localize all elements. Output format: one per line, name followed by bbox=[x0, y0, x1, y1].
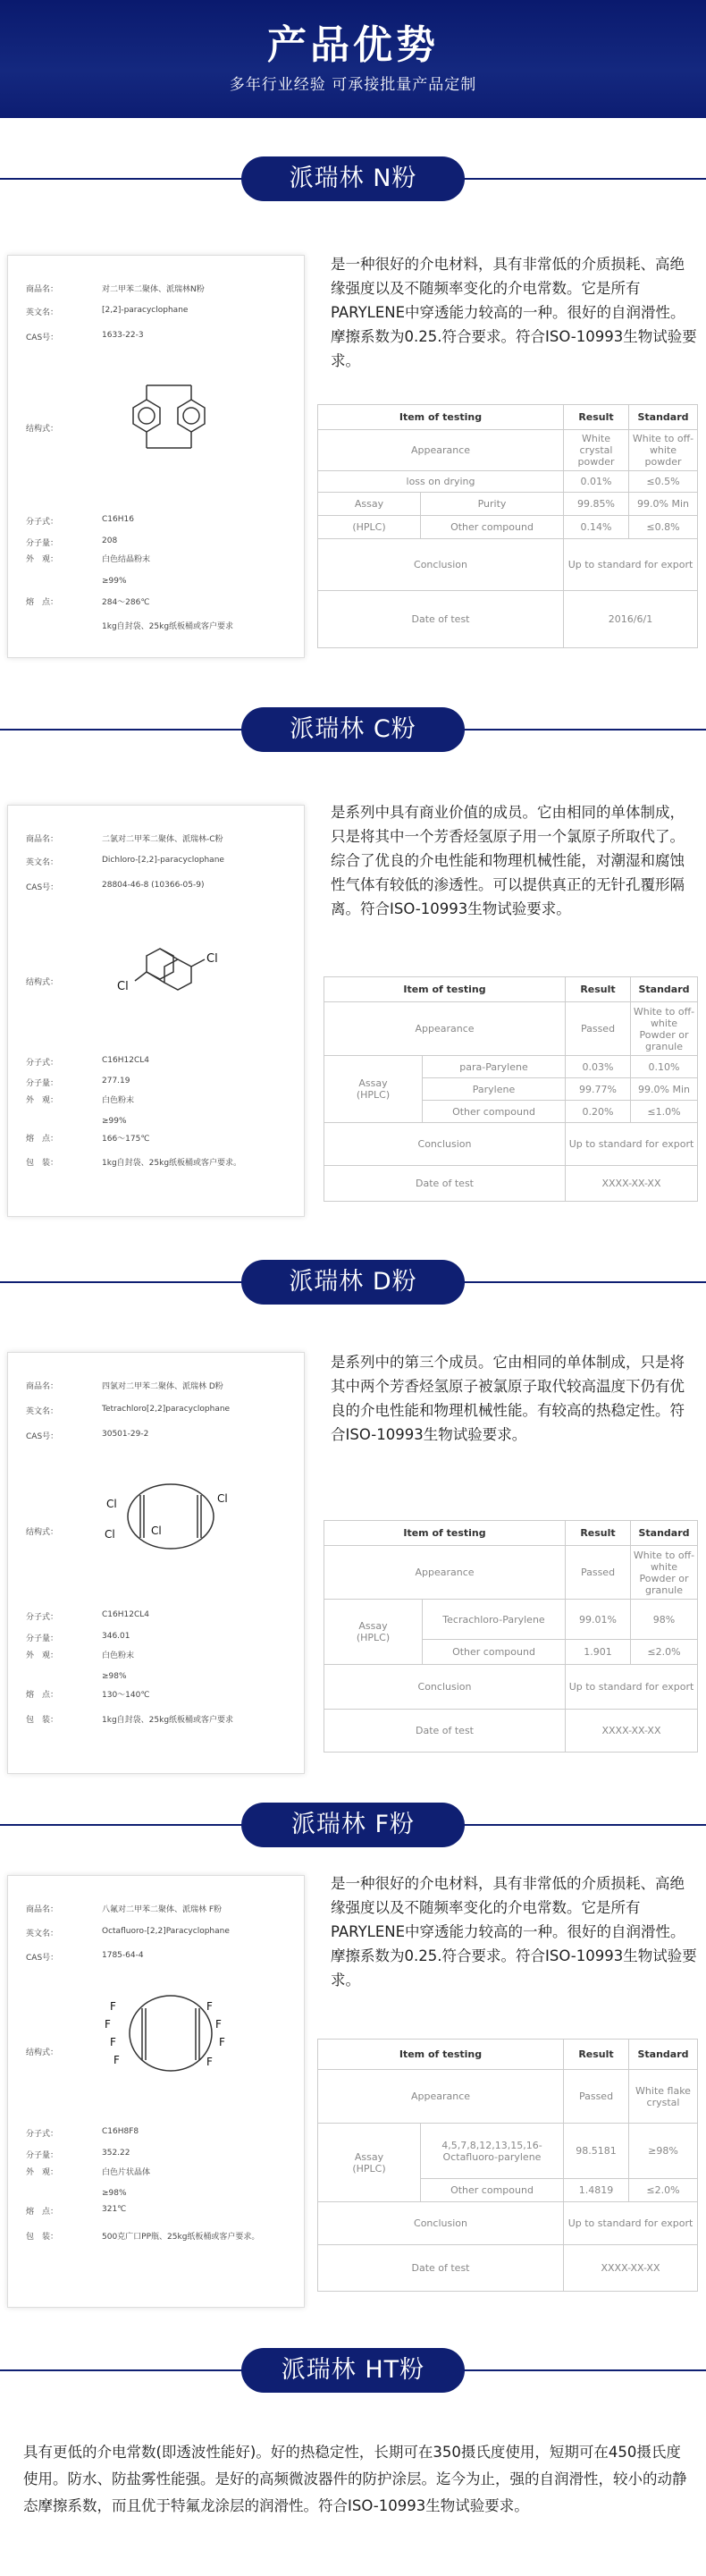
formula-label: 分子式： bbox=[26, 2130, 59, 2139]
mw-label: 分子量： bbox=[26, 539, 59, 548]
appearance-label: 外 观： bbox=[26, 555, 59, 564]
assay-row-result: 0.03% bbox=[566, 1056, 631, 1078]
conclusion-label: Conclusion bbox=[324, 1665, 566, 1710]
section-title-c: 派瑞林 C粉 bbox=[241, 707, 465, 752]
svg-text:F: F bbox=[110, 2036, 116, 2048]
cas-value: 1785-64-4 bbox=[102, 1951, 144, 1960]
description-f: 是一种很好的介电材料，具有非常低的介质损耗、高绝缘强度以及不随频率变化的介电常数。它是所有PARYLENE中穿透能力较高的一种。很好的自润滑性。摩擦系数为0.25.符合要求。符合ISO-10993生物试验要求。 bbox=[331, 1875, 697, 1989]
mw-value: 208 bbox=[102, 536, 118, 545]
appearance-label: 外 观： bbox=[26, 1651, 59, 1660]
conclusion-label: Conclusion bbox=[318, 539, 564, 591]
en-value: [2,2]-paracyclophane bbox=[102, 306, 189, 315]
assay-row-result: 1.901 bbox=[566, 1640, 631, 1665]
product-card-f bbox=[7, 1875, 305, 2308]
assay-row-label: Other compound bbox=[421, 2179, 564, 2202]
mp-label: 熔 点： bbox=[26, 1691, 59, 1700]
mw-value: 352.22 bbox=[102, 2149, 130, 2158]
date-result: XXXX-XX-XX bbox=[566, 1710, 698, 1753]
assay-row-label: Other compound bbox=[423, 1640, 566, 1665]
col-item: Item of testing bbox=[324, 977, 566, 1002]
svg-text:Cl: Cl bbox=[217, 1492, 228, 1505]
assay-row-standard: ≤2.0% bbox=[629, 2179, 698, 2202]
structure-label: 结构式： bbox=[26, 1528, 59, 1537]
col-item: Item of testing bbox=[318, 405, 564, 430]
col-standard: Standard bbox=[629, 2040, 698, 2070]
date-label: Date of test bbox=[318, 591, 564, 648]
col-result: Result bbox=[564, 2040, 629, 2070]
appearance-label: Appearance bbox=[318, 430, 564, 471]
en-value: Tetrachloro[2,2]paracyclophane bbox=[102, 1405, 231, 1414]
cas-label: CAS号： bbox=[26, 883, 59, 892]
en-label: 英文名： bbox=[26, 1930, 59, 1938]
description-d: 是系列中的第三个成员。它由相同的单体制成，只是将其中两个芳香烃氢原子被氯原子取代较高温度下仍有优良的介电性能和物理机械性能。有较高的热稳定性。符合ISO-10993生物试验要求。 bbox=[331, 1354, 685, 1443]
assay-row-label: Other compound bbox=[423, 1101, 566, 1123]
assay-row-standard: 99.0% Min bbox=[629, 493, 698, 516]
mp-value: 130～140℃ bbox=[102, 1691, 150, 1700]
assay-row-standard: ≤1.0% bbox=[631, 1101, 698, 1123]
name-label: 商品名： bbox=[26, 1905, 59, 1914]
appearance-standard: White to off-white Powder or granule bbox=[631, 1546, 698, 1600]
formula-value: C16H12CL4 bbox=[102, 1610, 149, 1619]
assay-label bbox=[324, 1056, 423, 1123]
col-result: Result bbox=[566, 1521, 631, 1546]
appearance-label: Appearance bbox=[324, 1002, 566, 1056]
appearance-label: 外 观： bbox=[26, 2168, 59, 2177]
formula-label: 分子式： bbox=[26, 518, 59, 527]
assay-row-result: 98.5181 bbox=[564, 2124, 629, 2179]
col-item: Item of testing bbox=[318, 2040, 564, 2070]
structure-label: 结构式： bbox=[26, 425, 59, 434]
appearance-label: Appearance bbox=[324, 1546, 566, 1600]
section-title-d: 派瑞林 D粉 bbox=[241, 1260, 465, 1305]
assay-label-line1: Assay bbox=[354, 2150, 384, 2163]
appearance-value: 白色片状晶体 bbox=[102, 2168, 151, 2177]
appearance-standard: White to off-white Powder or granule bbox=[631, 1002, 698, 1056]
assay-row-result: 1.4819 bbox=[564, 2179, 629, 2202]
cas-value: 30501-29-2 bbox=[102, 1430, 149, 1439]
mw-value: 346.01 bbox=[102, 1632, 130, 1641]
appearance-standard: White to off-white powder bbox=[629, 430, 698, 471]
conclusion-result: Up to standard for export bbox=[564, 539, 698, 591]
description-c: 是系列中具有商业价值的成员。它由相同的单体制成，只是将其中一个芳香烃氢原子用一个氯原子所取代了。综合了优良的介电性能和物理机械性能，对潮湿和腐蚀性气体有较低的渗透性。可以提供真正的无针孔覆形隔离。符合ISO-10993生物试验要求。 bbox=[331, 804, 685, 917]
mp-value: 166～175℃ bbox=[102, 1135, 150, 1144]
conclusion-result: Up to standard for export bbox=[566, 1123, 698, 1166]
name-value: 四氯对二甲苯二聚体、派瑞林 D粉 bbox=[102, 1382, 223, 1391]
name-value: 二氯对二甲苯二聚体、派瑞林-C粉 bbox=[102, 835, 223, 844]
assay-label-line2: (HPLC) bbox=[356, 1089, 391, 1101]
appearance-result: Passed bbox=[566, 1546, 631, 1600]
assay-method: (HPLC) bbox=[318, 516, 421, 539]
en-label: 英文名： bbox=[26, 308, 59, 317]
col-result: Result bbox=[566, 977, 631, 1002]
structure-diagram-c bbox=[97, 922, 240, 1029]
mp-value: 284～286℃ bbox=[102, 598, 150, 607]
svg-text:F: F bbox=[105, 2018, 111, 2031]
pack-label: 包 装： bbox=[26, 2233, 59, 2242]
structure-label: 结构式： bbox=[26, 2048, 59, 2057]
col-standard: Standard bbox=[631, 1521, 698, 1546]
pack-label: 包 装： bbox=[26, 1716, 59, 1725]
pack-value: 1kg自封袋、25kg纸板桶或客户要求 bbox=[102, 622, 234, 631]
assay-row-result: 99.77% bbox=[566, 1078, 631, 1101]
cas-label: CAS号： bbox=[26, 1432, 59, 1441]
section-title-ht: 派瑞林 HT粉 bbox=[241, 2348, 465, 2393]
purity-value: ≥99% bbox=[102, 1117, 127, 1126]
col-result: Result bbox=[564, 405, 629, 430]
cas-value: 1633-22-3 bbox=[102, 331, 144, 340]
mw-label: 分子量： bbox=[26, 2151, 59, 2160]
svg-text:F: F bbox=[215, 2018, 222, 2031]
appearance-result: Passed bbox=[564, 2070, 629, 2124]
assay-row-result: 0.14% bbox=[564, 516, 629, 539]
cas-label: CAS号： bbox=[26, 1954, 59, 1963]
assay-label bbox=[324, 1600, 423, 1665]
conclusion-result: Up to standard for export bbox=[564, 2202, 698, 2245]
svg-text:Cl: Cl bbox=[106, 1498, 117, 1510]
cas-label: CAS号： bbox=[26, 334, 59, 342]
description-ht: 具有更低的介电常数(即透波性能好)。好的热稳定性，长期可在350摄氏度使用，短期可在450摄氏度使用。防水、防盐雾性能强。是好的高频微波器件的防护涂层。迄今为止，强的自润滑性，较小的动静态摩擦系数，而且优于特氟龙涂层的润滑性。符合ISO-10993生物试验要求。 bbox=[23, 2444, 687, 2514]
pack-value: 1kg自封袋、25kg纸板桶或客户要求 bbox=[102, 1716, 234, 1725]
structure-diagram-d bbox=[97, 1465, 240, 1572]
page-title: 产品优势 bbox=[267, 22, 439, 68]
header-banner bbox=[0, 0, 706, 118]
description-n: 是一种很好的介电材料，具有非常低的介质损耗、高绝缘强度以及不随频率变化的介电常数。它是所有PARYLENE中穿透能力较高的一种。很好的自润滑性。摩擦系数为0.25.符合要求。符合ISO-10993生物试验要求。 bbox=[331, 256, 697, 369]
assay-label-line2: (HPLC) bbox=[356, 1632, 391, 1643]
assay-row-label: Tecrachloro-Parylene bbox=[423, 1600, 566, 1640]
conclusion-result: Up to standard for export bbox=[566, 1665, 698, 1710]
date-label: Date of test bbox=[324, 1166, 566, 1202]
appearance-label: Appearance bbox=[318, 2070, 564, 2124]
svg-text:F: F bbox=[206, 2056, 213, 2068]
svg-text:F: F bbox=[206, 2000, 213, 2013]
formula-value: C16H8F8 bbox=[102, 2127, 139, 2136]
assay-label-line1: Assay bbox=[358, 1620, 388, 1632]
svg-text:F: F bbox=[219, 2036, 225, 2048]
date-result: 2016/6/1 bbox=[564, 591, 698, 648]
date-result: XXXX-XX-XX bbox=[566, 1166, 698, 1202]
svg-text:F: F bbox=[110, 2000, 116, 2013]
date-label: Date of test bbox=[324, 1710, 566, 1753]
appearance-standard: White flake crystal bbox=[629, 2070, 698, 2124]
assay-row-result: 99.01% bbox=[566, 1600, 631, 1640]
en-value: Octafluoro-[2,2]Paracyclophane bbox=[102, 1927, 230, 1936]
product-card-n bbox=[7, 255, 305, 658]
formula-label: 分子式： bbox=[26, 1613, 59, 1622]
spec-table-d bbox=[324, 1520, 698, 1753]
appearance-value: 白色结晶粉末 bbox=[102, 555, 151, 564]
mw-label: 分子量： bbox=[26, 1079, 59, 1088]
page-subtitle: 多年行业经验 可承接批量产品定制 bbox=[229, 76, 477, 94]
spec-table-c bbox=[324, 976, 698, 1202]
assay-row-standard: 98% bbox=[631, 1600, 698, 1640]
purity-value: ≥98% bbox=[102, 1672, 127, 1681]
mp-label: 熔 点： bbox=[26, 2208, 59, 2217]
purity-value: ≥99% bbox=[102, 577, 127, 586]
assay-label-line2: (HPLC) bbox=[352, 2162, 386, 2175]
mw-label: 分子量： bbox=[26, 1634, 59, 1643]
svg-text:Cl: Cl bbox=[117, 980, 129, 993]
conclusion-label: Conclusion bbox=[324, 1123, 566, 1166]
appearance-result: White crystal powder bbox=[564, 430, 629, 471]
appearance-value: 白色粉末 bbox=[102, 1096, 135, 1105]
product-card-c bbox=[7, 805, 305, 1217]
assay-row-standard: ≥98% bbox=[629, 2124, 698, 2179]
cas-value: 28804-46-8 (10366-05-9) bbox=[102, 881, 205, 890]
col-standard: Standard bbox=[631, 977, 698, 1002]
assay-label-line1: Assay bbox=[358, 1077, 388, 1089]
name-label: 商品名： bbox=[26, 835, 59, 844]
name-value: 八氟对二甲苯二聚体、派瑞林 F粉 bbox=[102, 1905, 223, 1914]
mp-label: 熔 点： bbox=[26, 598, 59, 607]
appearance-value: 白色粉末 bbox=[102, 1651, 135, 1660]
name-value: 对二甲苯二聚体、派瑞林N粉 bbox=[102, 285, 205, 294]
svg-text:Cl: Cl bbox=[151, 1524, 162, 1537]
assay-row-label: Other compound bbox=[421, 516, 564, 539]
appearance-label: 外 观： bbox=[26, 1096, 59, 1105]
assay-label: Assay bbox=[318, 493, 421, 516]
structure-diagram-n bbox=[97, 367, 240, 475]
en-label: 英文名： bbox=[26, 858, 59, 867]
formula-value: C16H12CL4 bbox=[102, 1056, 149, 1065]
svg-text:F: F bbox=[113, 2054, 120, 2066]
section-title-f: 派瑞林 F粉 bbox=[241, 1803, 465, 1847]
formula-label: 分子式： bbox=[26, 1059, 59, 1068]
date-label: Date of test bbox=[318, 2245, 564, 2292]
assay-row-result: 99.85% bbox=[564, 493, 629, 516]
assay-row-result: 0.20% bbox=[566, 1101, 631, 1123]
assay-row-standard: 0.10% bbox=[631, 1056, 698, 1078]
loss-label: loss on drying bbox=[318, 471, 564, 493]
pack-value: 1kg自封袋、25kg纸板桶或客户要求。 bbox=[102, 1159, 242, 1168]
product-card-d bbox=[7, 1352, 305, 1774]
svg-text:Cl: Cl bbox=[105, 1528, 115, 1541]
name-label: 商品名： bbox=[26, 285, 59, 294]
pack-label: 包 装： bbox=[26, 1159, 59, 1168]
spec-table-f bbox=[317, 2039, 698, 2292]
mp-label: 熔 点： bbox=[26, 1135, 59, 1144]
col-item: Item of testing bbox=[324, 1521, 566, 1546]
formula-value: C16H16 bbox=[102, 515, 134, 524]
appearance-result: Passed bbox=[566, 1002, 631, 1056]
assay-row-standard: 99.0% Min bbox=[631, 1078, 698, 1101]
structure-diagram-f bbox=[97, 1981, 240, 2089]
pack-value: 500克广口PP瓶、25kg纸板桶或客户要求。 bbox=[102, 2233, 260, 2242]
assay-row-label: Parylene bbox=[423, 1078, 566, 1101]
col-standard: Standard bbox=[629, 405, 698, 430]
assay-row-label: Purity bbox=[421, 493, 564, 516]
spec-table-n bbox=[317, 404, 698, 648]
conclusion-label: Conclusion bbox=[318, 2202, 564, 2245]
mp-value: 321℃ bbox=[102, 2205, 127, 2214]
structure-label: 结构式： bbox=[26, 978, 59, 987]
assay-label bbox=[318, 2124, 421, 2202]
mw-value: 277.19 bbox=[102, 1077, 130, 1085]
assay-row-standard: ≤0.8% bbox=[629, 516, 698, 539]
en-value: Dichloro-[2,2]-paracyclophane bbox=[102, 856, 224, 865]
date-result: XXXX-XX-XX bbox=[564, 2245, 698, 2292]
loss-standard: ≤0.5% bbox=[629, 471, 698, 493]
section-title-n: 派瑞林 N粉 bbox=[241, 156, 465, 201]
assay-row-label: para-Parylene bbox=[423, 1056, 566, 1078]
svg-text:Cl: Cl bbox=[206, 952, 218, 966]
purity-value: ≥98% bbox=[102, 2189, 127, 2198]
assay-row-label: 4,5,7,8,12,13,15,16-Octafluoro-parylene bbox=[421, 2124, 564, 2179]
loss-result: 0.01% bbox=[564, 471, 629, 493]
en-label: 英文名： bbox=[26, 1407, 59, 1416]
assay-row-standard: ≤2.0% bbox=[631, 1640, 698, 1665]
name-label: 商品名： bbox=[26, 1382, 59, 1391]
